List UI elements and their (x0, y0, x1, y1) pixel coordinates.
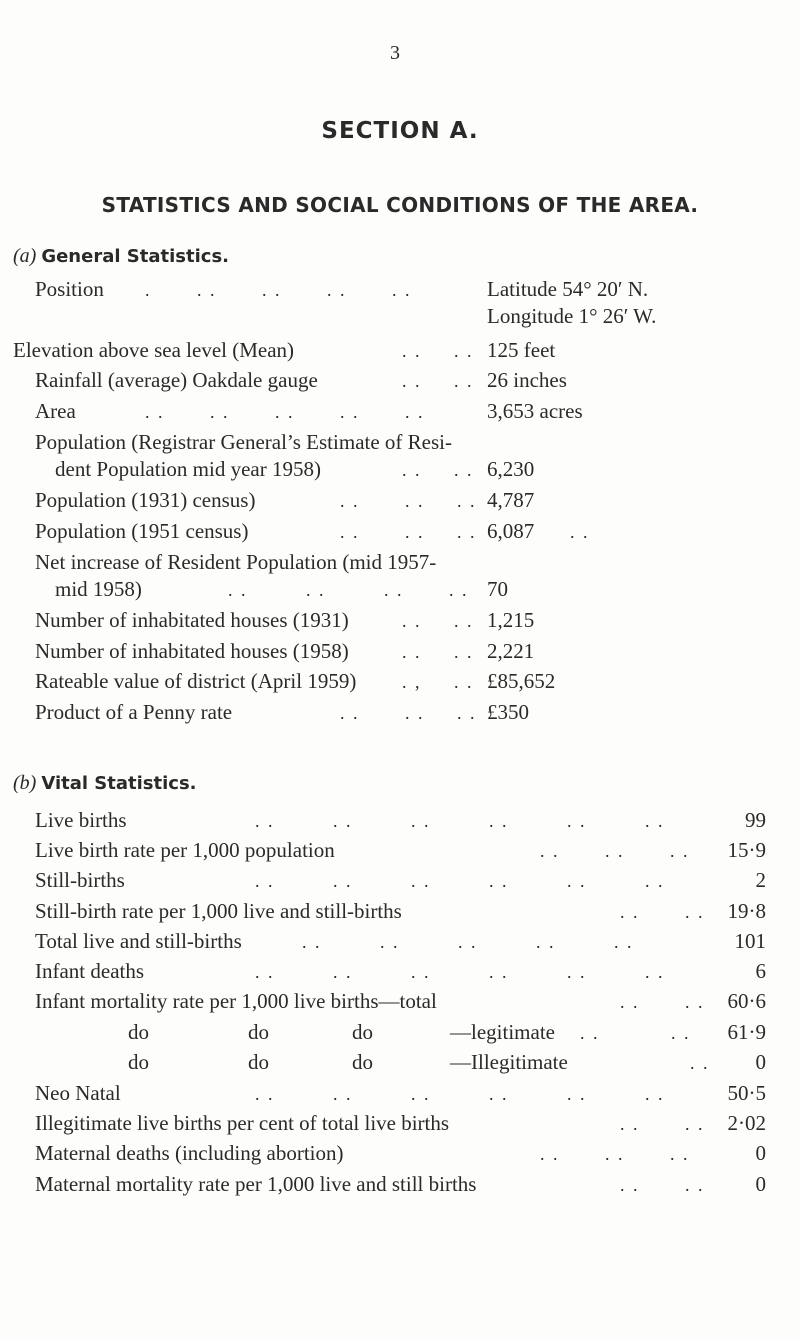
net-increase-value: 70 (487, 577, 508, 601)
neo-natal-label: Neo Natal (35, 1081, 121, 1105)
pop-estimate-label-1: Population (Registrar General’s Estimate of Resi- (35, 430, 452, 454)
area-value: 3,653 acres (487, 399, 583, 423)
net-increase-label-2: mid 1958) (55, 577, 142, 601)
pop-1951-value: 6,087 (487, 519, 535, 543)
houses-1958-value: 2,221 (487, 639, 535, 663)
infant-mortality-value: 60·6 (727, 989, 766, 1013)
live-birth-rate-value: 15·9 (727, 838, 766, 862)
dot-leader: . . . . (620, 992, 705, 1012)
infant-mortality-label: Infant mortality rate per 1,000 live births—total (35, 989, 437, 1013)
maternal-mortality-label: Maternal mortality rate per 1,000 live and still births (35, 1172, 477, 1196)
illegitimate-value: 0 (755, 1050, 766, 1074)
houses-1931-value: 1,215 (487, 608, 535, 632)
elevation-value: 125 feet (487, 338, 556, 362)
total-births-label: Total live and still-births (35, 929, 242, 953)
general-statistics-heading (13, 245, 229, 268)
houses-1958-label: Number of inhabitated houses (1958) (35, 639, 349, 663)
still-birth-rate-label: Still-birth rate per 1,000 live and still-births (35, 899, 402, 923)
dot-leader: . . . . (620, 1175, 705, 1195)
vital-letter: (b) (13, 772, 37, 794)
ditto-3: do (352, 1020, 373, 1044)
rateable-value-label: Rateable value of district (April 1959) (35, 669, 357, 693)
rateable-value: £85,652 (487, 669, 556, 693)
live-births-label: Live births (35, 808, 127, 832)
dot-leader: . . . . . . . . . . . . (255, 962, 665, 982)
page-subtitle: STATISTICS AND SOCIAL CONDITIONS OF THE AREA. (101, 193, 699, 217)
position-longitude: Longitude 1° 26′ W. (487, 304, 657, 328)
dot-leader: . . . . . . (540, 1144, 690, 1164)
dot-leader: . . . . (402, 611, 474, 631)
pop-1951-label: Population (1951 census) (35, 519, 249, 543)
penny-rate-value: £350 (487, 700, 529, 724)
still-birth-rate-value: 19·8 (727, 899, 766, 923)
maternal-mortality-value: 0 (755, 1172, 766, 1196)
vital-title: Vital Statistics. (41, 773, 197, 794)
dot-leader: . . . . . . . . . . . . (255, 1084, 665, 1104)
dot-leader: . . . . (620, 902, 705, 922)
dot-leader: . . . . . . . . (228, 580, 469, 600)
dot-leader: . . . . . . . . . . . . (255, 871, 665, 891)
ditto-1: do (128, 1020, 149, 1044)
area-label: Area (35, 399, 76, 423)
dot-leader: . . . . (402, 460, 474, 480)
rainfall-value: 26 inches (487, 368, 567, 392)
dot-leader: . , . . (402, 672, 474, 692)
general-letter: (a) (13, 245, 37, 267)
dot-leader: . . . . (620, 1114, 705, 1134)
ditto-1: do (128, 1050, 149, 1074)
dot-leader: . . . . . . (340, 703, 477, 723)
still-births-value: 2 (755, 868, 766, 892)
legitimate-label: —legitimate (450, 1020, 555, 1044)
dot-leader: . . . . . . . . . . . . (255, 811, 665, 831)
general-title: General Statistics. (41, 246, 229, 267)
dot-leader: . . . . . . . . . . (302, 932, 634, 952)
dot-leader: . . . . . . (540, 841, 690, 861)
penny-rate-label: Product of a Penny rate (35, 700, 233, 724)
section-title: SECTION A. (321, 118, 479, 144)
ditto-2: do (248, 1020, 269, 1044)
infant-deaths-label: Infant deaths (35, 959, 145, 983)
dot-leader: . . . . (402, 371, 474, 391)
still-births-label: Still-births (35, 868, 125, 892)
ditto-2: do (248, 1050, 269, 1074)
total-births-value: 101 (734, 929, 766, 953)
live-birth-rate-label: Live birth rate per 1,000 population (35, 838, 335, 862)
neo-natal-value: 50·5 (727, 1081, 766, 1105)
illegitimate-percent-label: Illegitimate live births per cent of total live births (35, 1111, 450, 1135)
position-label: Position (35, 277, 104, 301)
illegitimate-label: —Illegitimate (450, 1050, 568, 1074)
vital-statistics-heading (13, 772, 197, 795)
legitimate-value: 61·9 (727, 1020, 766, 1044)
dot-leader: . . . . . . . . . . (145, 402, 425, 422)
dot-leader: . . . . (402, 642, 474, 662)
houses-1931-label: Number of inhabitated houses (1931) (35, 608, 349, 632)
illegitimate-percent-value: 2·02 (727, 1111, 766, 1135)
maternal-deaths-value: 0 (755, 1141, 766, 1165)
maternal-deaths-label: Maternal deaths (including abortion) (35, 1141, 344, 1165)
position-latitude: Latitude 54° 20′ N. (487, 277, 649, 301)
pop-1931-value: 4,787 (487, 488, 535, 512)
pop-estimate-value: 6,230 (487, 457, 535, 481)
dot-leader: . . . . . . . . . (145, 280, 412, 300)
dot-leader: . . . . . . (340, 522, 477, 542)
infant-deaths-value: 6 (755, 959, 766, 983)
dot-leader: . . . . (402, 341, 474, 361)
pop-1931-label: Population (1931) census) (35, 488, 256, 512)
pop-estimate-label-2: dent Population mid year 1958) (55, 457, 321, 481)
net-increase-label-1: Net increase of Resident Population (mid 1957- (35, 550, 437, 574)
dot-leader: . . (570, 522, 590, 542)
dot-leader: . . (690, 1053, 710, 1073)
ditto-3: do (352, 1050, 373, 1074)
rainfall-label: Rainfall (average) Oakdale gauge (35, 368, 318, 392)
dot-leader: . . . . . . (340, 491, 477, 511)
page-number: 3 (390, 42, 400, 64)
live-births-value: 99 (745, 808, 766, 832)
dot-leader: . . . . (580, 1023, 691, 1043)
elevation-label: Elevation above sea level (Mean) (13, 338, 295, 362)
